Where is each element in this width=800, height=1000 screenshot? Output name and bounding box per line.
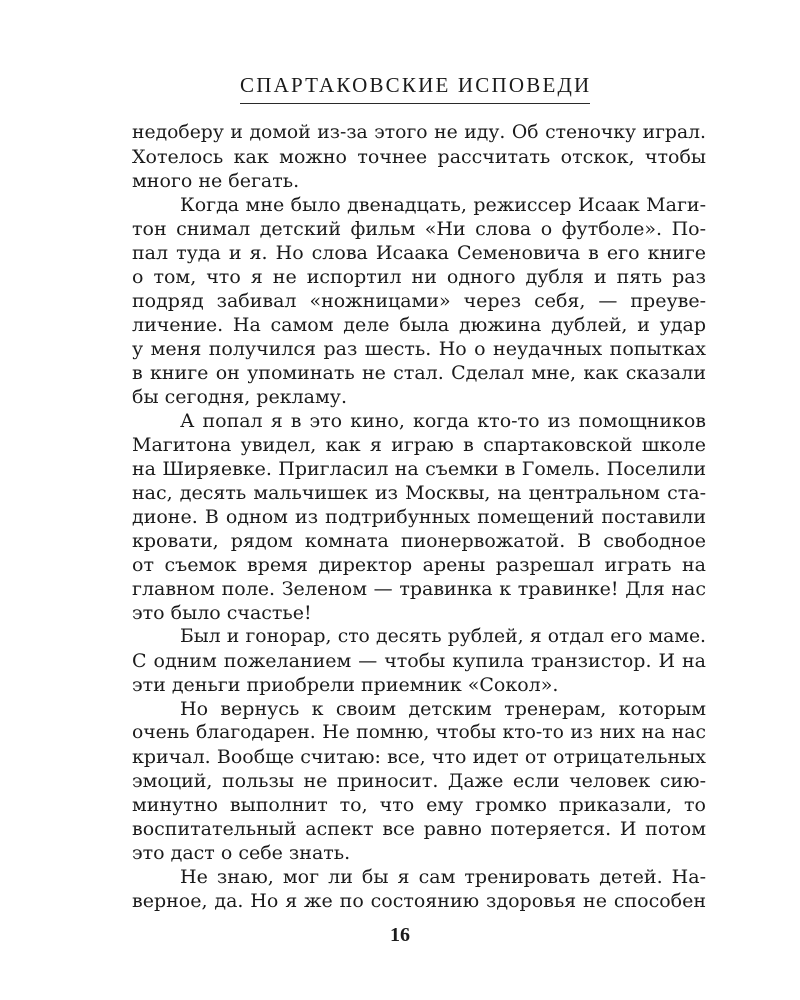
page-number: 16 <box>390 924 410 946</box>
text-line: кровати, рядом комната пионервожатой. В свободное <box>132 530 706 552</box>
text-line: это даст о себе знать. <box>132 842 351 864</box>
text-line: недоберу и домой из-за этого не иду. Об стеночку играл. <box>132 122 706 143</box>
text-line: у меня получился раз шесть. Но о неудачных попытках <box>132 338 706 360</box>
text-line: Не знаю, мог ли бы я сам тренировать детей. На- <box>180 866 706 888</box>
text-line: тон снимал детский фильм «Ни слова о футболе». По- <box>132 218 706 240</box>
text-line: подряд забивал «ножницами» через себя, — преуве- <box>132 290 706 312</box>
text-line: пал туда и я. Но слова Исаака Семеновича в его книге <box>132 242 706 264</box>
text-line: эти деньги приобрели приемник «Сокол». <box>132 674 559 696</box>
text-line: Но вернусь к своим детским тренерам, которым <box>180 698 706 720</box>
text-line: это было счастье! <box>132 602 312 624</box>
header-rule <box>240 103 590 104</box>
text-line: Когда мне было двенадцать, режиссер Исаак Маги- <box>180 194 706 216</box>
text-line: в книге он упоминать не стал. Сделал мне, как сказали <box>132 362 706 384</box>
text-line: много не бегать. <box>132 170 300 192</box>
text-line: от съемок время директор арены разрешал играть на <box>132 554 706 576</box>
text-line: дионе. В одном из подтрибунных помещений поставили <box>132 506 706 528</box>
text-line: на Ширяевке. Пригласил на съемки в Гомель. Поселили <box>132 458 706 480</box>
text-line: С одним пожеланием — чтобы купила транзистор. И на <box>132 650 706 672</box>
text-line: верное, да. Но я же по состоянию здоровья не способен <box>132 890 706 912</box>
text-line: кричал. Вообще считаю: все, что идет от отрицательных <box>132 746 706 768</box>
text-line: минутно выполнит то, что ему громко приказали, то <box>132 794 706 816</box>
text-line: о том, что я не испортил ни одного дубля и пять раз <box>132 266 706 288</box>
running-head: СПАРТАКОВСКИЕ ИСПОВЕДИ <box>240 73 592 97</box>
text-line: воспитательный аспект все равно потеряется. И потом <box>132 818 706 840</box>
text-line: Был и гонорар, сто десять рублей, я отдал его маме. <box>180 626 706 647</box>
text-line: эмоций, пользы не приносит. Даже если человек сию- <box>132 770 706 792</box>
text-line: очень благодарен. Не помню, чтобы кто-то из них на нас <box>132 722 706 743</box>
text-line: Магитона увидел, как я играю в спартаковской школе <box>132 434 706 456</box>
text-line: Хотелось как можно точнее рассчитать отскок, чтобы <box>132 146 706 168</box>
text-line: личение. На самом деле была дюжина дублей, и удар <box>132 314 706 336</box>
text-line: А попал я в это кино, когда кто-то из помощников <box>180 410 706 432</box>
text-line: главном поле. Зеленом — травинка к травинке! Для нас <box>132 578 706 600</box>
text-line: бы сегодня, рекламу. <box>132 386 347 408</box>
text-line: нас, десять мальчишек из Москвы, на центральном ста- <box>132 482 706 504</box>
